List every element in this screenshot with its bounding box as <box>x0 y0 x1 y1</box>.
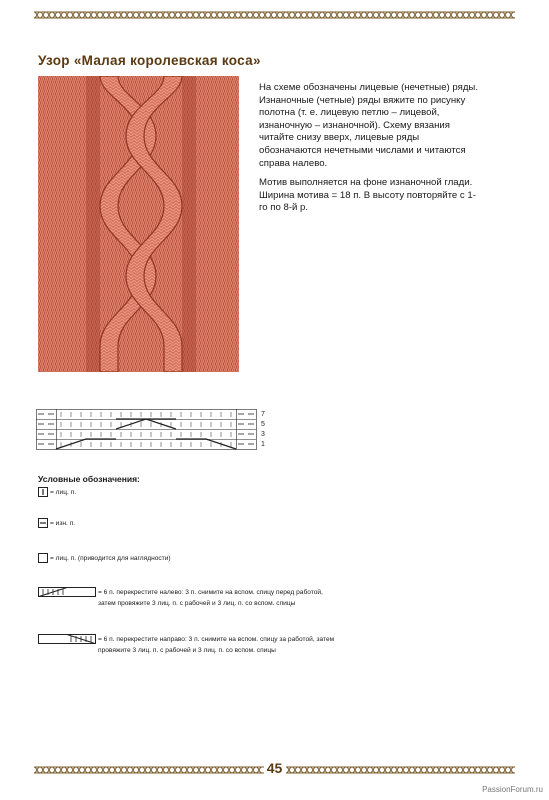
legend-text-left-cross: = 6 п. перекрестите налево: 3 п. снимите на вспом. спицу перед работой, затем провяжите 3 лиц. п. с рабочей и 3 лиц. п. со вспом. спицы <box>98 589 323 607</box>
knitted-swatch-photo <box>38 76 239 372</box>
row-number-5: 5 <box>261 421 265 428</box>
legend-title: Условные обозначения: <box>38 474 140 484</box>
row-number-3: 3 <box>261 431 265 438</box>
legend-item-left-cross <box>38 587 338 609</box>
row-number-1: 1 <box>261 441 265 448</box>
celtic-border-top <box>34 9 515 21</box>
legend-text-right-cross: = 6 п. перекрестите направо: 3 п. снимите на вспом. спицу за работой, затем провяжите 3 лиц. п. с рабочей и 3 лиц. п. со вспом. спицы <box>98 636 335 654</box>
left-cross-icon <box>38 587 96 597</box>
purl-stitch-icon <box>38 518 48 528</box>
knitting-chart <box>36 409 272 450</box>
knit-stitch-icon <box>38 487 48 497</box>
description-text <box>259 82 484 222</box>
row-number-7: 7 <box>261 411 265 418</box>
legend-text-knit: = лиц. п. <box>50 489 77 496</box>
legend-item-knit <box>38 487 76 498</box>
legend-text-empty: = лиц. п. (приводится для наглядности) <box>50 555 171 562</box>
page-number: 45 <box>266 760 283 776</box>
legend-item-empty <box>38 553 171 564</box>
watermark: PassionForum.ru <box>482 785 543 794</box>
empty-cell-icon <box>38 553 48 563</box>
pattern-title: Узор «Малая королевская коса» <box>38 53 261 68</box>
right-cross-icon <box>38 634 96 644</box>
legend-text-purl: = изн. п. <box>50 520 76 527</box>
description-paragraph-2: Мотив выполняется на фоне изнаночной глади. Ширина мотива = 18 п. В высоту повторяйте с 1-го по 8-й р. <box>259 177 476 214</box>
legend-item-purl <box>38 518 75 529</box>
description-paragraph-1: На схеме обозначены лицевые (нечетные) ряды. Изнаночные (четные) ряды вяжите по рисунку полотна (т. е. лицевую петлю – лицевой, изнаночную – изнаночной). Схему вязания читайте снизу вверх, лицевые ряды обозначаются нечетными числами и читаются справа налево. <box>259 82 478 169</box>
legend-item-right-cross <box>38 634 338 656</box>
